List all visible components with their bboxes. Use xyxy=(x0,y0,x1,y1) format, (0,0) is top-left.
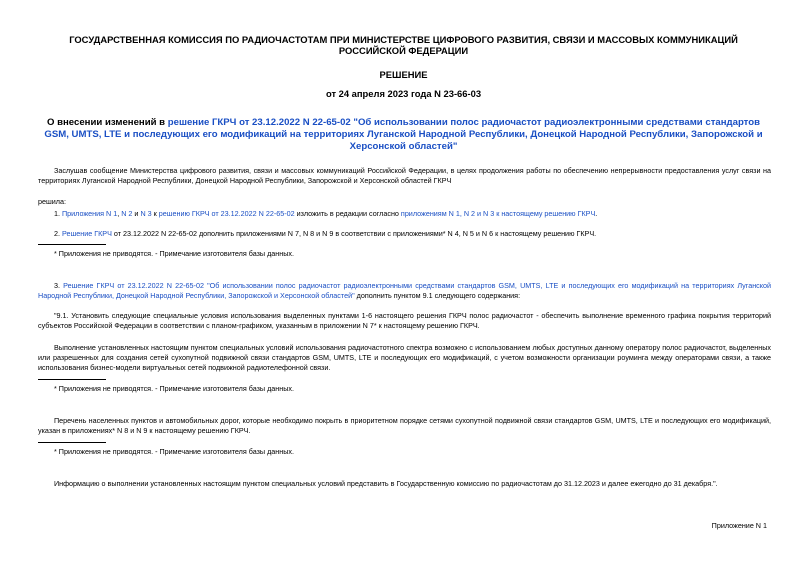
title-link[interactable]: решение ГКРЧ от 23.12.2022 N 22-65-02 "Об использовании полос радиочастот радиоэлектронными средствами стандартов GSM, UMTS, LTE и последующих его модификаций на территориях Луганской Народной Республики, Донецкой Народной Республики, Запорожской и Херсонской областей" xyxy=(44,117,763,152)
item-3-number: 3. xyxy=(54,281,64,290)
document-title xyxy=(35,117,772,153)
decision-heading: РЕШЕНИЕ xyxy=(379,69,428,80)
item-1-number: 1. xyxy=(54,209,62,218)
list-paragraph: Перечень населенных пунктов и автомобильных дорог, которые необходимо покрыть в приоритетном порядке сетями сухопутной подвижной связи стандартов GSM, UMTS, LTE и последующих его модификаций, указан в приложениях* N 8 и N 9 к настоящему решению ГКРЧ. xyxy=(38,416,771,435)
footnote-separator xyxy=(38,379,106,380)
title-prefix: О внесении изменений в xyxy=(46,117,168,128)
footnote-2: * Приложения не приводятся. - Примечание изготовителя базы данных. xyxy=(54,384,294,393)
appendices-link[interactable]: приложениям N 1, N 2 и N 3 к настоящему решению ГКРЧ xyxy=(400,209,596,218)
execution-paragraph: Выполнение установленных настоящим пунктом специальных условий использования радиочастотного спектра возможно с использованием любых доступных данному оператору полос радиочастот, выделенных или разрешенных для создания сетей сухопутной подвижной связи стандартов GSM, UMTS, LTE и последующих его модификаций, с учетом возможности организации роуминга между операторами связи, а также использования бизнес-модели виртуальных сетей подвижной радиотелефонной связи. xyxy=(38,343,771,372)
item-1-mid2: изложить в редакции согласно xyxy=(294,209,401,218)
appendix-3-link[interactable]: N 3 xyxy=(140,209,152,218)
item-1-sep2: и xyxy=(132,209,141,218)
item-1-end: . xyxy=(595,209,598,218)
intro-paragraph: Заслушав сообщение Министерства цифрового развития, связи и массовых коммуникаций Российской Федерации, в целях продолжения работы по обеспечению непрерывности предоставления услуг связи на территориях Луганской Народной Республики, Донецкой Народной Республики, Запорожской и Херсонской областей ГКРЧ xyxy=(38,166,771,185)
resolved-label: решила: xyxy=(38,197,66,206)
decision-link-2[interactable]: Решение ГКРЧ xyxy=(62,229,112,238)
paragraph-9-1: "9.1. Установить следующие специальные условия использования выделенных пунктами 1-6 настоящего решения ГКРЧ полос радиочастот - обеспечить выполнение временного графика покрытия территорий субъектов Российской Федерации в соответствии с планом-графиком, указанным в приложении N 7* к настоящему решению ГКРЧ. xyxy=(38,311,771,330)
item-2 xyxy=(38,229,771,239)
decision-date: от 24 апреля 2023 года N 23-66-03 xyxy=(325,88,482,99)
decision-link[interactable]: решению ГКРЧ от 23.12.2022 N 22-65-02 xyxy=(158,209,295,218)
appendix-2-link[interactable]: N 2 xyxy=(121,209,133,218)
footnote-3: * Приложения не приводятся. - Примечание изготовителя базы данных. xyxy=(54,447,294,456)
item-1-mid: к xyxy=(151,209,159,218)
item-3 xyxy=(38,281,771,301)
footnote-separator xyxy=(38,244,106,245)
info-paragraph: Информацию о выполнении установленных настоящим пунктом специальных условий представить в Государственную комиссию по радиочастотам до 31.12.2023 и далее ежегодно до 31 декабря.". xyxy=(54,479,718,488)
appendix-1-link[interactable]: Приложения N 1 xyxy=(62,209,118,218)
footnote-1: * Приложения не приводятся. - Примечание изготовителя базы данных. xyxy=(54,249,294,258)
decision-link-3[interactable]: Решение ГКРЧ от 23.12.2022 N 22-65-02 "Об использовании полос радиочастот радиоэлектронными средствами стандартов GSM, UMTS, LTE и последующих его модификаций на территориях Луганской Народной Республики, Донецкой Народной Республики, Запорожской и Херсонской областей" xyxy=(38,281,771,300)
item-1 xyxy=(38,209,771,219)
footnote-separator xyxy=(38,442,106,443)
item-1-sep1: , xyxy=(117,209,122,218)
item-3-text: дополнить пунктом 9.1 следующего содержания: xyxy=(354,291,521,300)
item-2-number: 2. xyxy=(54,229,62,238)
commission-heading: ГОСУДАРСТВЕННАЯ КОМИССИЯ ПО РАДИОЧАСТОТАМ ПРИ МИНИСТЕРСТВЕ ЦИФРОВОГО РАЗВИТИЯ, СВЯЗИ И МАССОВЫХ КОММУНИКАЦИЙ РОССИЙСКОЙ ФЕДЕРАЦИИ xyxy=(69,34,738,56)
appendix-label: Приложение N 1 xyxy=(711,521,767,530)
item-2-text: от 23.12.2022 N 22-65-02 дополнить приложениями N 7, N 8 и N 9 в соответствии с приложениями* N 4, N 5 и N 6 к настоящему решению ГКРЧ. xyxy=(111,229,597,238)
